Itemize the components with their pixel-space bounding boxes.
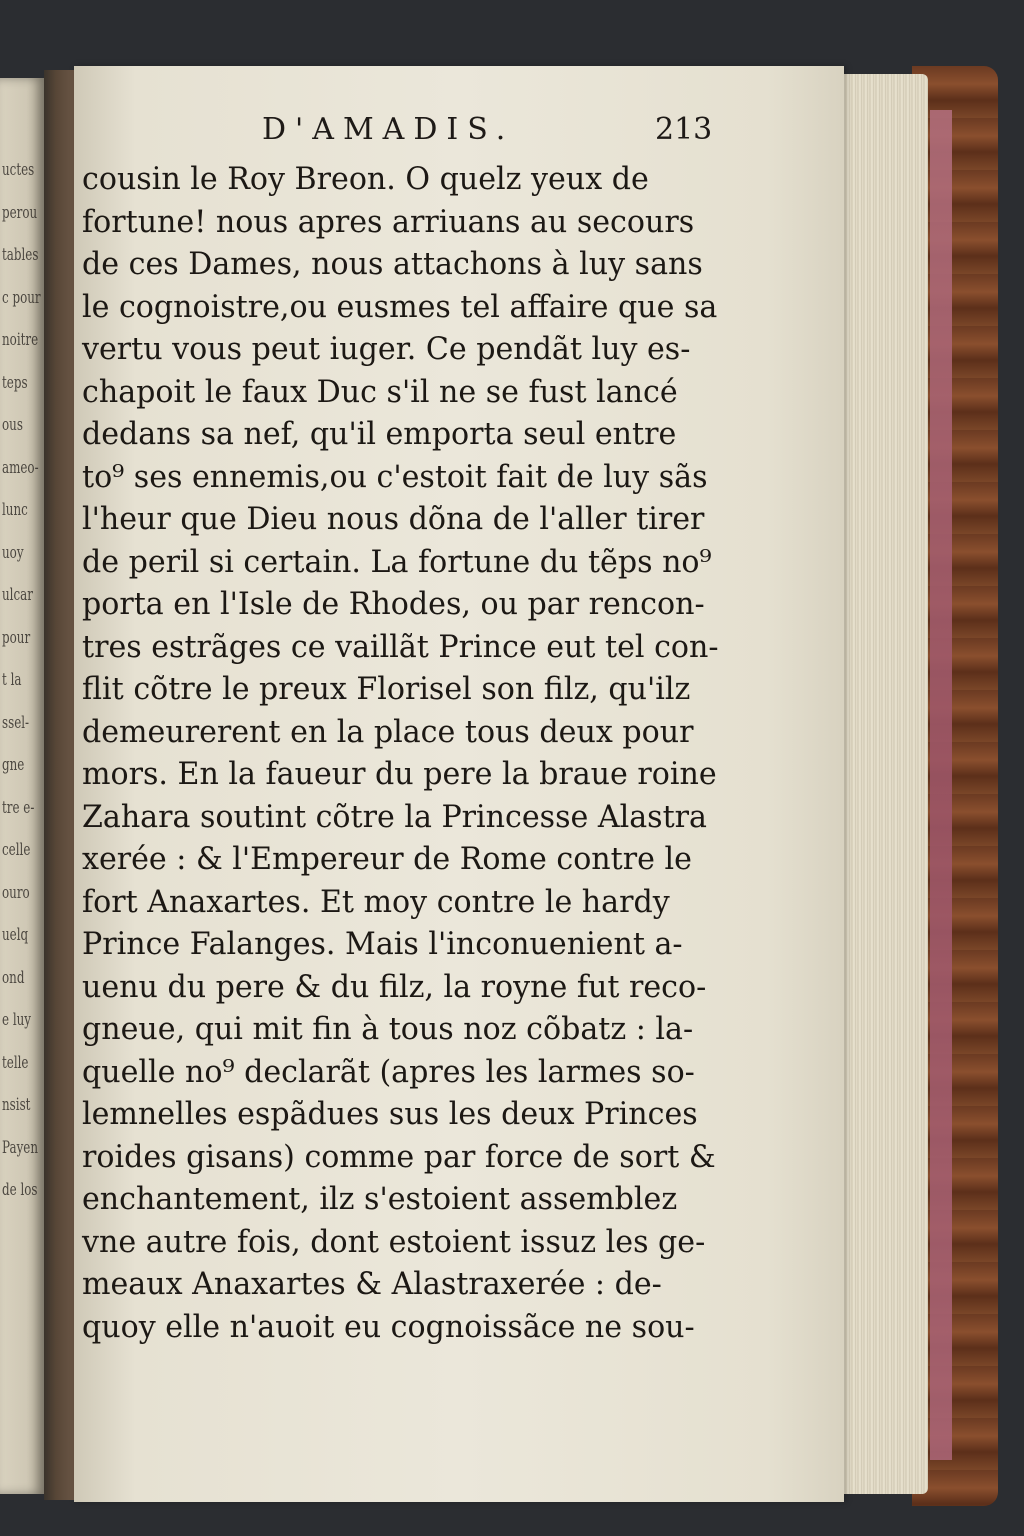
book-gutter xyxy=(44,70,74,1500)
text-line: cousin le Roy Breon. O quelz yeux de xyxy=(82,161,649,197)
text-line: fortune! nous apres arriuans au secours xyxy=(82,203,695,240)
previous-page-fragment: nsist xyxy=(2,1095,31,1115)
previous-page-fragment: ond xyxy=(2,967,25,988)
previous-page-fragment: e luy xyxy=(2,1010,32,1030)
previous-page-fragment: perou xyxy=(2,202,38,223)
previous-page-fragment: ameo- xyxy=(2,457,39,478)
text-line: to⁹ ses ennemis,ou c'estoit fait de luy sãs xyxy=(82,458,708,495)
text-line: gneue, qui mit fin à tous noz cõbatz : la- xyxy=(82,1011,694,1047)
previous-page-fragment: Payen xyxy=(2,1137,39,1158)
text-line: xerée : & l'Empereur de Rome contre le xyxy=(82,841,692,877)
text-line: quoy elle n'auoit eu cognoissãce ne sou- xyxy=(82,1308,695,1345)
text-line: enchantement, ilz s'estoient assemblez xyxy=(82,1181,678,1217)
previous-page-fragment: ouro xyxy=(2,882,30,903)
previous-page-fragment: ssel- xyxy=(2,712,30,733)
text-line: flit cõtre le preux Florisel son filz, qu'ilz xyxy=(82,671,691,707)
text-line: mors. En la faueur du pere la braue roine xyxy=(82,756,717,792)
text-line: de ces Dames, nous attachons à luy sans xyxy=(82,246,703,282)
text-line: vertu vous peut iuger. Ce pendãt luy es- xyxy=(82,331,691,367)
previous-page-fragment: uctes xyxy=(2,160,35,180)
text-line: chapoit le faux Duc s'il ne se fust lancé xyxy=(82,373,678,410)
binding-edge xyxy=(930,110,952,1460)
previous-page-fragment: telle xyxy=(2,1052,29,1073)
body-text xyxy=(82,158,742,1348)
text-line: l'heur que Dieu nous dõna de l'aller tirer xyxy=(82,501,705,537)
text-line: vne autre fois, dont estoient issuz les ge- xyxy=(82,1223,706,1260)
text-line: meaux Anaxartes & Alastraxerée : de- xyxy=(82,1266,662,1302)
text-line: porta en l'Isle de Rhodes, ou par rencon- xyxy=(82,586,705,622)
page-number: 213 xyxy=(655,112,713,147)
previous-page-fragment: tre e- xyxy=(2,797,35,818)
previous-page-fragment: t la xyxy=(2,670,22,690)
previous-page-fragment: celle xyxy=(2,840,31,860)
previous-page-fragment: tables xyxy=(2,245,39,265)
previous-page-fragment: de los xyxy=(2,1180,38,1200)
previous-page-fragment: c pour xyxy=(2,287,41,308)
text-line: fort Anaxartes. Et moy contre le hardy xyxy=(82,883,670,920)
text-line: uenu du pere & du filz, la royne fut reco- xyxy=(82,968,707,1005)
text-line: dedans sa nef, qu'il emporta seul entre xyxy=(82,416,677,452)
text-line: lemnelles espãdues sus les deux Princes xyxy=(82,1096,698,1132)
page-edges xyxy=(838,74,928,1494)
previous-page-fragment: noitre xyxy=(2,330,39,350)
previous-page-fragment: lunc xyxy=(2,500,28,520)
previous-page-fragment: gne xyxy=(2,755,25,775)
previous-page-fragment: teps xyxy=(2,372,28,393)
previous-page-edge xyxy=(0,78,44,1494)
text-line: tres estrãges ce vaillãt Prince eut tel con- xyxy=(82,628,719,665)
text-line: demeurerent en la place tous deux pour xyxy=(82,713,694,750)
previous-page-fragment: pour xyxy=(2,627,31,648)
previous-page-fragment: ulcar xyxy=(2,585,33,605)
previous-page-fragment: uoy xyxy=(2,542,24,563)
previous-page-fragment: ous xyxy=(2,415,23,435)
text-line: roides gisans) comme par force de sort & xyxy=(82,1138,716,1175)
text-line: le cognoistre,ou eusmes tel affaire que sa xyxy=(82,288,718,325)
running-head-title: D'AMADIS. xyxy=(262,112,515,147)
previous-page-fragment: uelq xyxy=(2,925,29,945)
text-line: de peril si certain. La fortune du tẽps no⁹ xyxy=(82,543,712,580)
text-line: Prince Falanges. Mais l'inconuenient a- xyxy=(82,926,683,962)
text-line: Zahara soutint cõtre la Princesse Alastra xyxy=(82,798,707,835)
running-head xyxy=(0,112,1024,152)
text-line: quelle no⁹ declarãt (apres les larmes so- xyxy=(82,1053,695,1090)
